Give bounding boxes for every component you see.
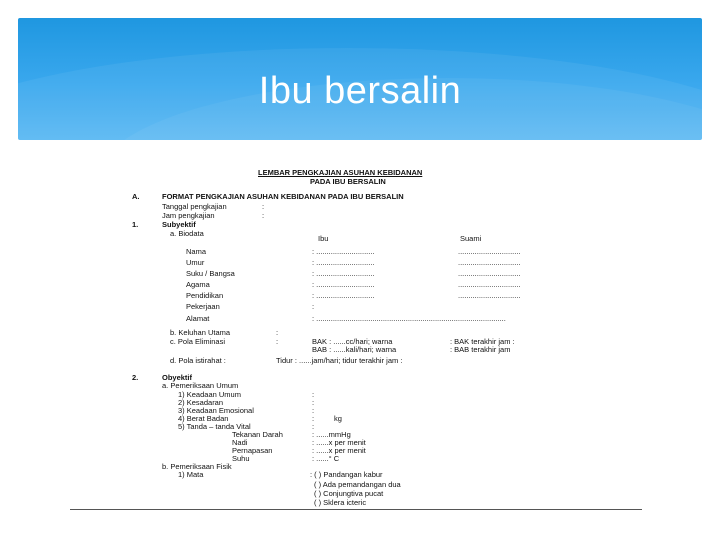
field-label: Pekerjaan	[186, 302, 220, 311]
field-label: Alamat	[186, 314, 210, 323]
umum-item: 5) Tanda – tanda Vital	[178, 422, 251, 431]
jam-colon: :	[262, 211, 265, 220]
field-suami-value: ..............................	[458, 291, 521, 300]
doc-subheading: PADA IBU BERSALIN	[310, 177, 386, 186]
mata-option: ( ) Sklera icteric	[314, 498, 367, 507]
vital-item: Nadi	[232, 438, 248, 447]
section-a-number: A.	[132, 192, 140, 201]
vital-item: Suhu	[232, 454, 250, 463]
field-suami-value: ..............................	[458, 269, 521, 278]
jam-label: Jam pengkajian	[162, 211, 215, 220]
section-2-label: Obyektif	[162, 373, 193, 382]
field-ibu-value: : ............................	[312, 291, 375, 300]
field-suami-value: ..............................	[458, 280, 521, 289]
field-ibu-value: : ............................	[312, 247, 375, 256]
column-suami: Suami	[460, 234, 482, 243]
field-suami-value: ..............................	[458, 258, 521, 267]
eliminasi-label: c. Pola Eliminasi	[170, 337, 226, 346]
umum-colon: :	[312, 390, 315, 399]
vital-value: : ......mmHg	[312, 430, 351, 439]
bak-terakhir: : BAK terakhir jam :	[450, 337, 515, 346]
bab-terakhir: : BAB terakhir jam	[450, 345, 511, 354]
column-ibu: Ibu	[318, 234, 329, 243]
section-1-label: Subyektif	[162, 220, 196, 229]
mata-option: : ( ) Pandangan kabur	[310, 470, 383, 479]
section-2-number: 2.	[132, 373, 139, 382]
keluhan-label: b. Keluhan Utama	[170, 328, 231, 337]
section-1-number: 1.	[132, 220, 139, 229]
field-ibu-value: : ............................	[312, 280, 375, 289]
umum-colon: :	[312, 414, 315, 423]
vital-value: : ......° C	[312, 454, 340, 463]
umum-colon: :	[312, 406, 315, 415]
field-ibu-value: : ............................	[312, 258, 375, 267]
tanggal-label: Tanggal pengkajian	[162, 202, 227, 211]
mata-option: ( ) Conjungtiva pucat	[314, 489, 384, 498]
vital-item: Pernapasan	[232, 446, 273, 455]
bak-text: BAK : ......cc/hari; warna	[312, 337, 393, 346]
alamat-value: : ...........................................................................................	[312, 314, 506, 323]
eliminasi-colon: :	[276, 337, 279, 346]
vital-value: : ......x per menit	[312, 446, 366, 455]
umum-colon: :	[312, 398, 315, 407]
title-banner	[18, 18, 702, 140]
field-ibu-colon: :	[312, 302, 315, 311]
form-document	[70, 154, 642, 510]
field-label: Umur	[186, 258, 205, 267]
istirahat-label: d. Pola istirahat :	[170, 356, 226, 365]
field-label: Agama	[186, 280, 210, 289]
umum-item: 1) Keadaan Umum	[178, 390, 241, 399]
tanggal-colon: :	[262, 202, 265, 211]
umum-colon: :	[312, 422, 315, 431]
mata-label: 1) Mata	[178, 470, 204, 479]
doc-heading: LEMBAR PENGKAJIAN ASUHAN KEBIDANAN	[258, 168, 423, 177]
vital-value: : ......x per menit	[312, 438, 366, 447]
biodata-label: a. Biodata	[170, 229, 204, 238]
tidur-text: Tidur : ......jam/hari; tidur terakhir jam :	[276, 356, 403, 365]
umum-item: 2) Kesadaran	[178, 398, 224, 407]
field-label: Suku / Bangsa	[186, 269, 235, 278]
section-a-label: FORMAT PENGKAJIAN ASUHAN KEBIDANAN PADA IBU BERSALIN	[162, 192, 404, 201]
slide-title: Ibu bersalin	[258, 70, 462, 112]
keluhan-colon: :	[276, 328, 279, 337]
umum-item: 3) Keadaan Emosional	[178, 406, 254, 415]
bab-text: BAB : ......kali/hari; warna	[312, 345, 397, 354]
mata-option: ( ) Ada pemandangan dua	[314, 480, 401, 489]
field-suami-value: ..............................	[458, 247, 521, 256]
umum-item: 4) Berat Badan	[178, 414, 229, 423]
pemeriksaan-umum-label: a. Pemeriksaan Umum	[162, 381, 239, 390]
field-ibu-value: : ............................	[312, 269, 375, 278]
pemeriksaan-fisik-label: b. Pemeriksaan Fisik	[162, 462, 232, 471]
vital-item: Tekanan Darah	[232, 430, 283, 439]
field-label: Nama	[186, 247, 207, 256]
berat-unit: kg	[334, 414, 342, 423]
field-label: Pendidikan	[186, 291, 224, 300]
bottom-divider	[70, 509, 642, 510]
